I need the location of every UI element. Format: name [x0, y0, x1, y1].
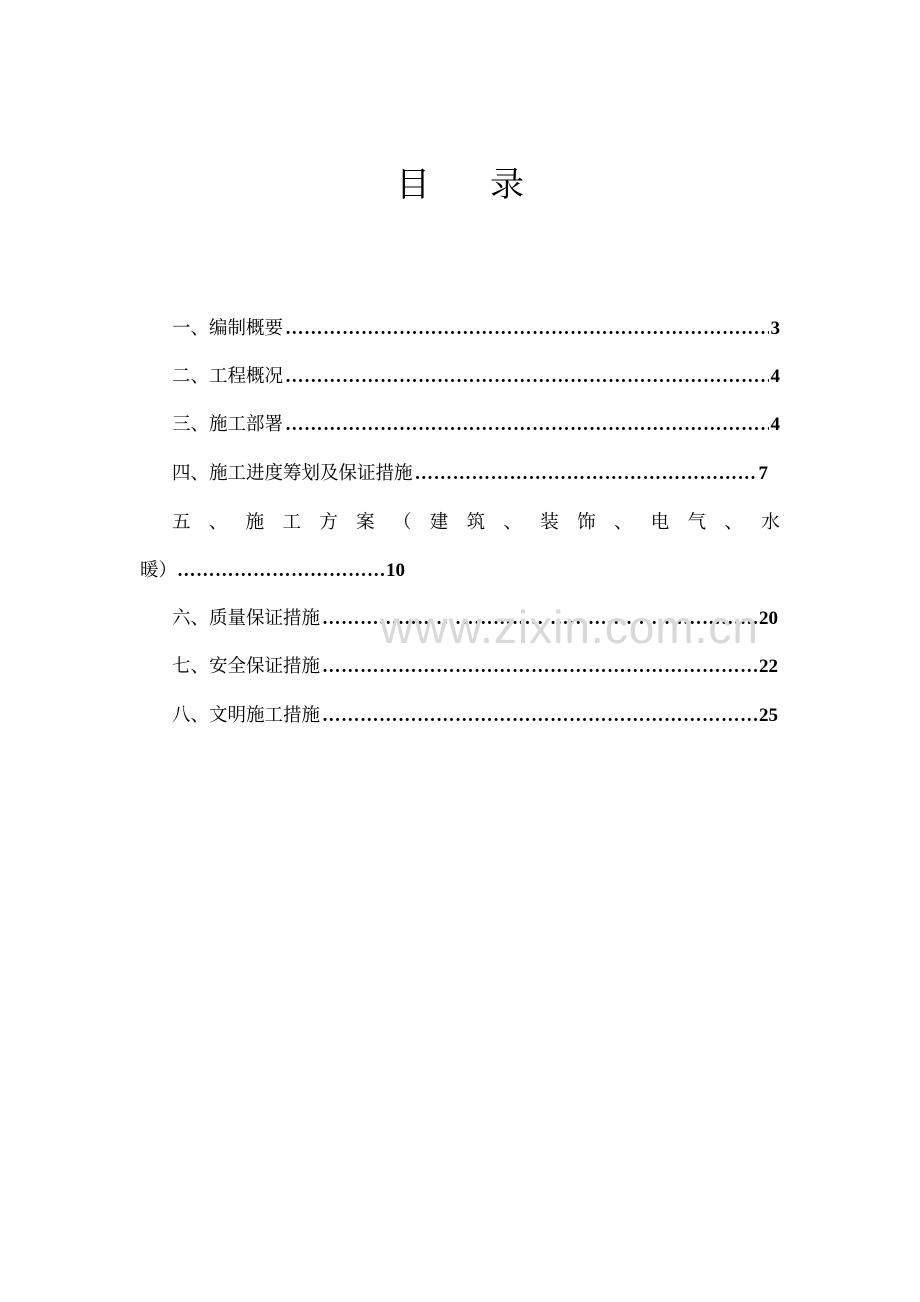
entry5-char: 、 [613, 512, 633, 533]
entry5-char: 施 [245, 512, 265, 533]
toc-entry-4[interactable] [172, 459, 768, 489]
toc-entry-label: 六、质量保证措施 [172, 608, 321, 629]
entry5-char: 筑 [466, 512, 486, 533]
dot-leader [322, 604, 757, 634]
toc-entry-label: 三、施工部署 [172, 414, 284, 435]
dot-leader [285, 314, 768, 344]
title-char-2: 录 [490, 165, 524, 205]
entry5-char: 、 [724, 512, 743, 533]
entry5-char: 水 [761, 512, 780, 533]
entry5-char: 气 [687, 512, 707, 533]
toc-entry-page: 4 [770, 366, 780, 387]
toc-entry-label: 四、施工进度筹划及保证措施 [172, 463, 413, 484]
entry5-char: 电 [650, 512, 670, 533]
entry5-char: 五 [172, 512, 191, 533]
toc-entry-2[interactable] [172, 362, 780, 392]
toc-entry-5-line-1[interactable] [172, 508, 780, 538]
toc-entry-page: 10 [386, 560, 406, 581]
entry5-char: 、 [503, 512, 522, 533]
entry5-char: 饰 [577, 512, 596, 533]
toc-entry-5-line-2[interactable] [140, 556, 460, 586]
toc-entry-page: 25 [759, 705, 778, 726]
entry5-char: 方 [319, 512, 338, 533]
entry5-char: 建 [429, 512, 449, 533]
toc-entry-7[interactable] [172, 652, 778, 682]
toc-entry-6[interactable] [172, 604, 778, 634]
dot-leader [322, 701, 757, 731]
toc-entry-page: 3 [770, 318, 780, 339]
toc-entry-1[interactable] [172, 314, 780, 344]
toc-entry-label: 一、编制概要 [172, 318, 284, 339]
toc-entry-page: 20 [759, 608, 778, 629]
toc-entry-8[interactable] [172, 701, 778, 731]
toc-entry-page: 7 [758, 463, 768, 484]
toc-entry-label: 八、文明施工措施 [172, 705, 321, 726]
watermark: www.zixin.com.cn [380, 601, 759, 653]
toc-entry-page: 22 [759, 656, 778, 677]
toc-entry-label: 二、工程概况 [172, 366, 284, 387]
title-char-1: 目 [396, 165, 430, 205]
dot-leader [285, 410, 768, 440]
dot-leader [415, 459, 757, 489]
toc-entry-page: 4 [770, 414, 780, 435]
dot-leader [322, 652, 757, 682]
dot-leader: …………………………… [177, 561, 387, 581]
entry5-char: 案 [356, 512, 375, 533]
dot-leader [285, 362, 768, 392]
entry5-wrap-text: 暖） [140, 560, 178, 581]
entry5-char: （ [392, 512, 412, 533]
toc-entry-label: 七、安全保证措施 [172, 656, 321, 677]
entry5-char: 、 [208, 512, 228, 533]
toc-entry-3[interactable] [172, 410, 780, 440]
entry5-char: 装 [540, 512, 559, 533]
entry5-char: 工 [282, 512, 301, 533]
